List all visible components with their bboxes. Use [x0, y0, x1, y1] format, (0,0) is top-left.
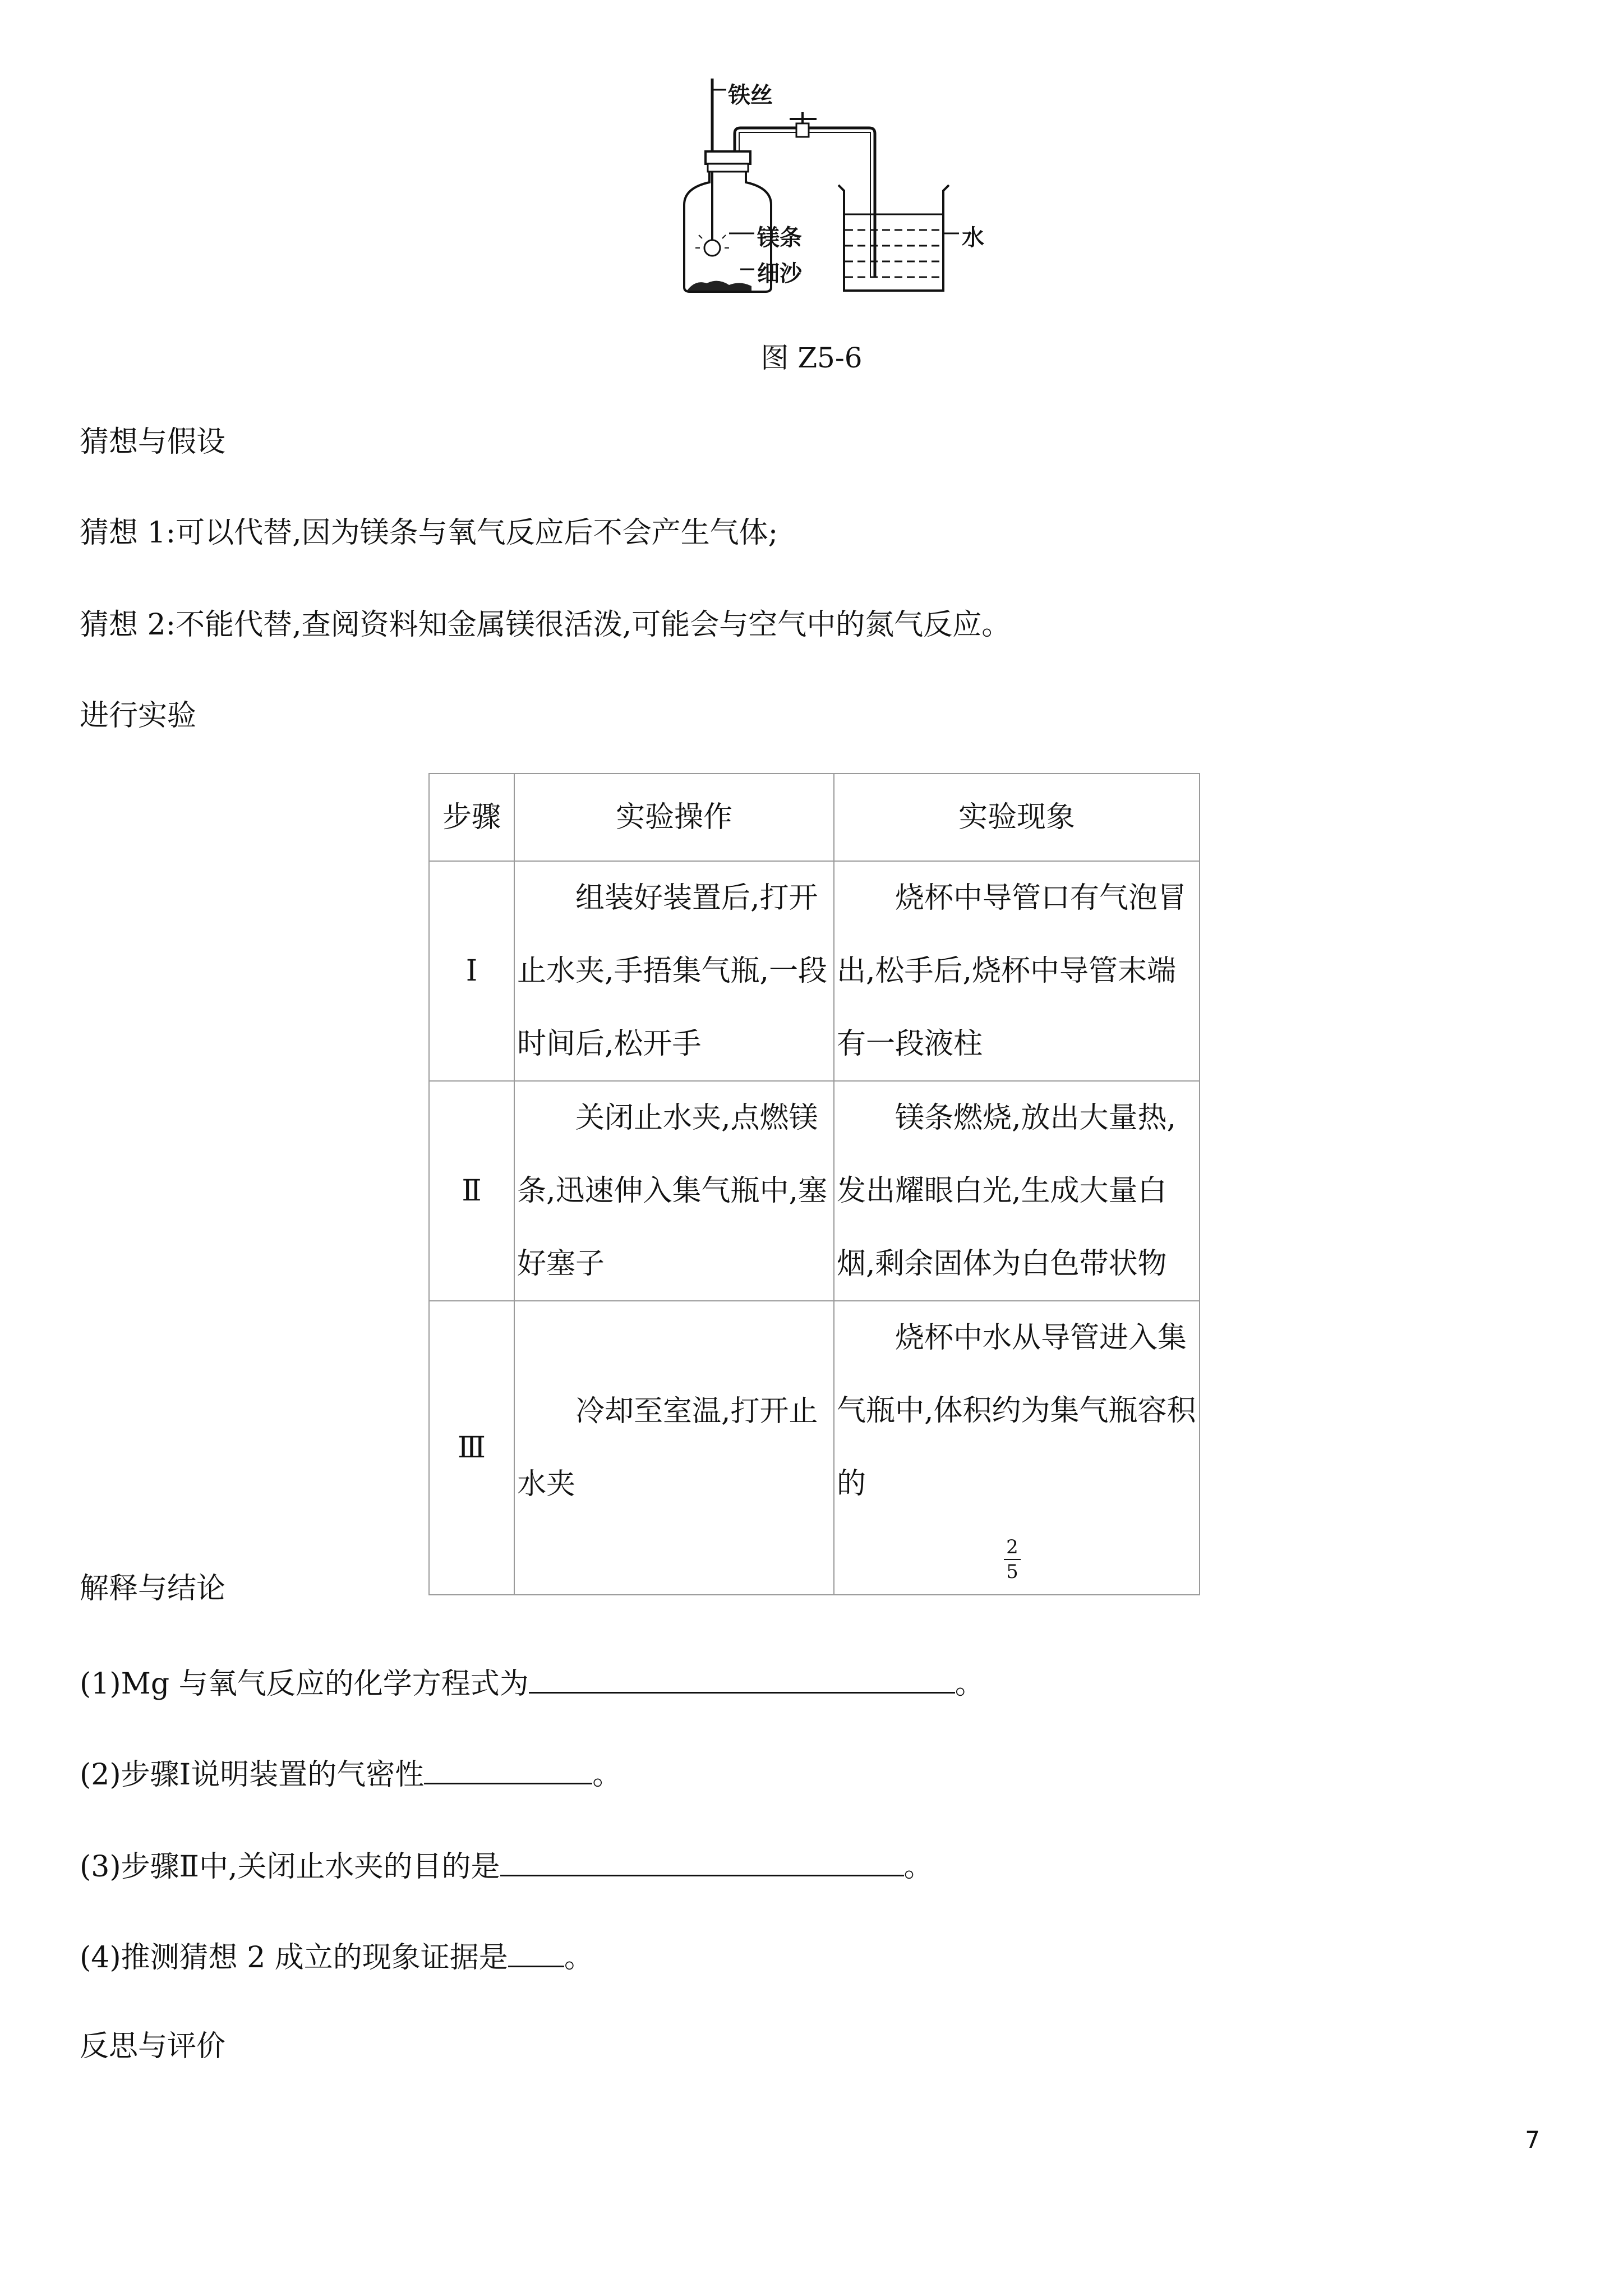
answer-blank-1[interactable]: [529, 1664, 955, 1694]
step-cell: Ⅲ: [429, 1301, 514, 1595]
beaker: [838, 185, 949, 291]
question-2-end: 。: [592, 1758, 622, 1792]
table-row: [429, 1081, 1200, 1301]
answer-blank-2[interactable]: [424, 1755, 592, 1784]
table-row: [429, 1301, 1200, 1595]
hypothesis-1: 猜想 1:可以代替,因为镁条与氧气反应后不会产生气体;: [80, 516, 778, 550]
experiment-table: [428, 773, 1200, 1595]
label-fine-sand: 细沙: [757, 261, 802, 287]
fraction-numerator: 2: [1006, 1535, 1018, 1558]
question-4-end: 。: [564, 1941, 593, 1975]
question-3-end: 。: [903, 1850, 933, 1884]
question-4: [80, 1938, 593, 1975]
question-2-text: (2)步骤Ⅰ说明装置的气密性: [80, 1758, 425, 1792]
operation-cell: 冷却至室温,打开止水夹: [517, 1395, 818, 1501]
fraction-denominator: 5: [1006, 1560, 1018, 1583]
header-operation: 实验操作: [514, 774, 834, 861]
question-2: [80, 1755, 621, 1792]
operation-cell: 关闭止水夹,点燃镁条,迅速伸入集气瓶中,塞好塞子: [517, 1101, 828, 1281]
experiment-heading: 进行实验: [80, 699, 197, 733]
apparatus-figure: [656, 67, 987, 303]
phenomenon-cell: 烧杯中导管口有气泡冒出,松手后,烧杯中导管末端有一段液柱: [837, 881, 1187, 1061]
phenomenon-cell: 烧杯中水从导管进入集气瓶中,体积约为集气瓶容积的: [837, 1321, 1196, 1501]
page-number: 7: [1525, 2126, 1540, 2154]
water-surface: [845, 214, 942, 277]
operation-cell: 组装好装置后,打开止水夹,手捂集气瓶,一段时间后,松开手: [517, 881, 828, 1061]
hypothesis-2: 猜想 2:不能代替,查阅资料知金属镁很活泼,可能会与空气中的氮气反应。: [80, 608, 1011, 642]
question-1-text: (1)Mg 与氧气反应的化学方程式为: [80, 1667, 529, 1701]
figure-caption: 图 Z5-6: [760, 342, 863, 374]
fraction-two-fifths: [1004, 1535, 1021, 1584]
answer-blank-3[interactable]: [500, 1847, 904, 1876]
step-cell: Ⅱ: [429, 1081, 514, 1301]
question-3: [80, 1847, 933, 1884]
glass-tube: [735, 128, 875, 278]
table-header-row: [429, 774, 1200, 861]
clamp: [796, 123, 809, 137]
hypothesis-heading: 猜想与假设: [80, 425, 226, 459]
answer-blank-4[interactable]: [508, 1938, 564, 1967]
label-magnesium-strip: 镁条: [757, 225, 802, 251]
conclusion-heading: 解释与结论: [80, 1572, 226, 1605]
phenomenon-cell: 镁条燃烧,放出大量热,发出耀眼白光,生成大量白烟,剩余固体为白色带状物: [837, 1101, 1177, 1281]
question-3-text: (3)步骤Ⅱ中,关闭止水夹的目的是: [80, 1850, 500, 1884]
magnesium-flame: [704, 240, 720, 256]
question-1: [80, 1664, 984, 1701]
stopper: [706, 151, 750, 164]
table-row: [429, 861, 1200, 1081]
fine-sand: [687, 281, 751, 291]
step-cell: Ⅰ: [429, 861, 514, 1081]
reflection-heading: 反思与评价: [80, 2030, 226, 2063]
header-step: 步骤: [429, 774, 514, 861]
label-water: 水: [962, 225, 984, 251]
apparatus-diagram: [656, 67, 987, 303]
question-4-text: (4)推测猜想 2 成立的现象证据是: [80, 1941, 508, 1975]
header-phenomenon: 实验现象: [834, 774, 1200, 861]
question-1-end: 。: [955, 1667, 984, 1701]
label-iron-wire: 铁丝: [728, 82, 773, 108]
